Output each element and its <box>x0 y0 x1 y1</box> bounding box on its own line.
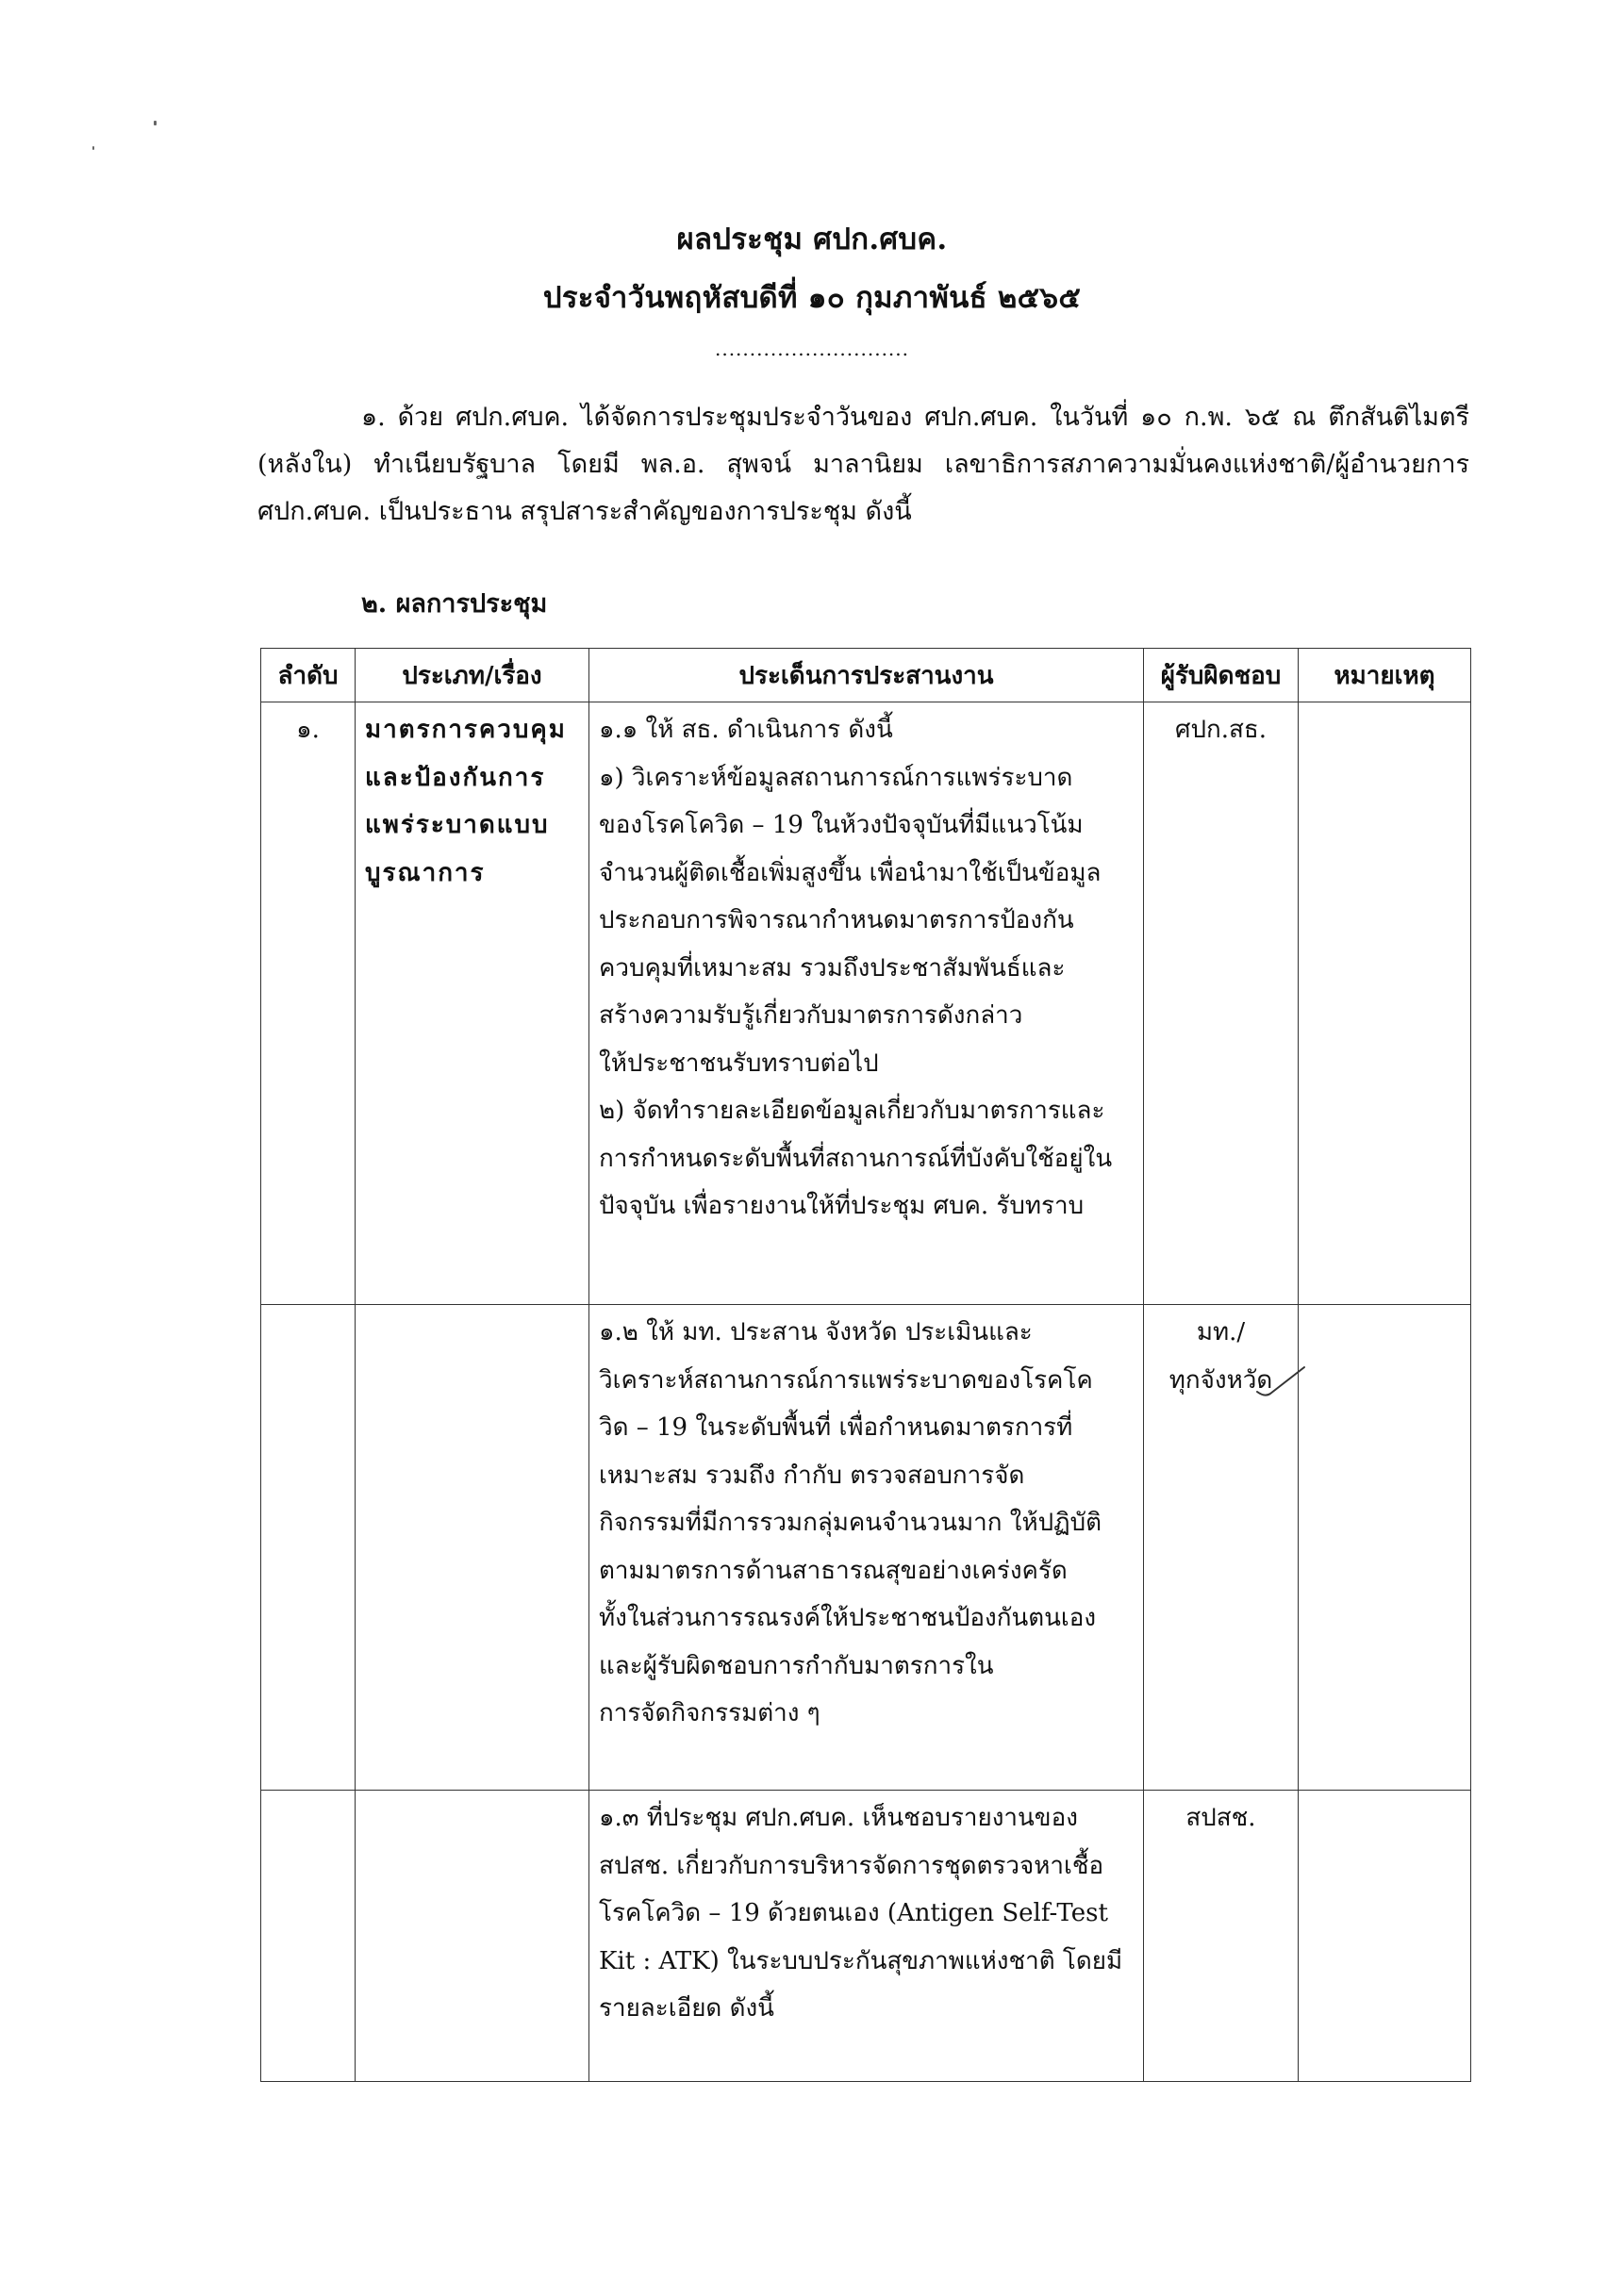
cell-remark <box>1299 1791 1471 2082</box>
col-header-remark: หมายเหตุ <box>1299 649 1471 702</box>
cell-order <box>261 1791 356 2082</box>
issue-line: ให้ประชาชนรับทราบต่อไป <box>599 1049 879 1078</box>
intro-paragraph <box>257 394 1469 536</box>
issue-line: สร้างความรับรู้เกี่ยวกับมาตรการดังกล่าว <box>599 1001 1023 1030</box>
issue-line: โรคโควิด – 19 ด้วยตนเอง (Antigen Self-Test <box>599 1899 1108 1927</box>
issue-line: จำนวนผู้ติดเชื้อเพิ่มสูงขึ้น เพื่อนำมาใช้เป็นข้อมูล <box>599 858 1102 887</box>
col-header-type: ประเภท/เรื่อง <box>356 649 589 702</box>
issue-line: รายละเอียด ดังนี้ <box>599 1994 774 2023</box>
cell-remark <box>1299 1305 1471 1791</box>
cell-issue <box>589 1791 1144 2082</box>
issue-line: วิเคราะห์สถานการณ์การแพร่ระบาดของโรคโค <box>599 1365 1093 1395</box>
section-heading: ๒. ผลการประชุม <box>361 589 548 619</box>
handwritten-check-icon <box>1255 1363 1306 1401</box>
issue-line: ประกอบการพิจารณากำหนดมาตรการป้องกัน <box>599 906 1074 934</box>
type-line: มาตรการควบคุม <box>365 716 567 744</box>
intro-text: ๑. ด้วย ศปก.ศบค. ได้จัดการประชุมประจำวันของ ศปก.ศบค. ในวันที่ ๑๐ ก.พ. ๖๕ ณ ตึกสันติไมตรี (หลังใน) ทำเนียบรัฐบาล โดยมี พล.อ. สุพจน์ มาลานิยม เลขาธิการสภาความมั่นคงแห่งชาติ/ผู้อำนวยการ ศปก.ศบค. เป็นประธาน สรุปสาระสำคัญของการประชุม ดังนี้ <box>257 403 1469 526</box>
cell-type <box>356 1305 589 1791</box>
issue-line: เหมาะสม รวมถึง กำกับ ตรวจสอบการจัด <box>599 1461 1025 1490</box>
issue-line: การจัดกิจกรรมต่าง ๆ <box>599 1699 820 1727</box>
issue-line: ทั้งในส่วนการรณรงค์ให้ประชาชนป้องกันตนเอง <box>599 1604 1097 1632</box>
col-header-responsible: ผู้รับผิดชอบ <box>1144 649 1299 702</box>
responsible-line: ทุกจังหวัด <box>1168 1365 1273 1395</box>
col-header-order: ลำดับ <box>261 649 356 702</box>
col-header-issue: ประเด็นการประสานงาน <box>589 649 1144 702</box>
meeting-results-table <box>260 648 1471 2082</box>
issue-line: ปัจจุบัน เพื่อรายงานให้ที่ประชุม ศบค. รับทราบ <box>599 1192 1085 1220</box>
cell-type <box>356 702 589 1305</box>
table-row <box>261 1791 1471 2082</box>
scan-speck <box>92 146 94 150</box>
document-title: ผลประชุม ศปก.ศบค. <box>676 223 948 256</box>
issue-line: วิด – 19 ในระดับพื้นที่ เพื่อกำหนดมาตรการที่ <box>599 1413 1073 1442</box>
issue-line: ของโรคโควิด – 19 ในห้วงปัจจุบันที่มีแนวโน้ม <box>599 811 1084 839</box>
issue-line: ๒) จัดทำรายละเอียดข้อมูลเกี่ยวกับมาตรการและ <box>599 1097 1105 1125</box>
cell-type <box>356 1791 589 2082</box>
type-line: และป้องกันการ <box>365 763 546 792</box>
issue-line: และผู้รับผิดชอบการกำกับมาตรการใน <box>599 1651 994 1680</box>
responsible-line: ศปก.สธ. <box>1174 716 1268 744</box>
issue-line: ๑.๑ ให้ สธ. ดำเนินการ ดังนี้ <box>599 716 893 744</box>
responsible-line: มท./ <box>1196 1318 1246 1346</box>
issue-line: ควบคุมที่เหมาะสม รวมถึงประชาสัมพันธ์และ <box>599 953 1066 983</box>
cell-order <box>261 1305 356 1791</box>
document-date: ประจำวันพฤหัสบดีที่ ๑๐ กุมภาพันธ์ ๒๕๖๕ <box>542 281 1082 315</box>
issue-line: กิจกรรมที่มีการรวมกลุ่มคนจำนวนมาก ให้ปฏิบัติ <box>599 1509 1102 1537</box>
responsible-line: สปสช. <box>1185 1804 1256 1832</box>
type-line: บูรณาการ <box>365 858 486 887</box>
cell-issue <box>589 702 1144 1305</box>
cell-responsible <box>1144 702 1299 1305</box>
issue-line: ๑) วิเคราะห์ข้อมูลสถานการณ์การแพร่ระบาด <box>599 763 1073 792</box>
table-row <box>261 1305 1471 1791</box>
cell-issue <box>589 1305 1144 1791</box>
cell-remark <box>1299 702 1471 1305</box>
issue-line: Kit : ATK) ในระบบประกันสุขภาพแห่งชาติ โดยมี <box>599 1946 1123 1975</box>
cell-responsible <box>1144 1791 1299 2082</box>
type-line: แพร่ระบาดแบบ <box>365 811 550 839</box>
issue-line: ๑.๓ ที่ประชุม ศปก.ศบค. เห็นชอบรายงานของ <box>599 1804 1078 1832</box>
scan-speck <box>154 121 157 125</box>
table-row <box>261 702 1471 1305</box>
table-header-row <box>261 649 1471 702</box>
separator-dots: ............................ <box>714 338 909 360</box>
issue-line: การกำหนดระดับพื้นที่สถานการณ์ที่บังคับใช้อยู่ใน <box>599 1144 1113 1173</box>
cell-order: ๑. <box>261 702 356 1305</box>
issue-line: ตามมาตรการด้านสาธารณสุขอย่างเคร่งครัด <box>599 1556 1068 1585</box>
issue-line: ๑.๒ ให้ มท. ประสาน จังหวัด ประเมินและ <box>599 1318 1033 1346</box>
cell-responsible <box>1144 1305 1299 1791</box>
issue-line: สปสช. เกี่ยวกับการบริหารจัดการชุดตรวจหาเชื้อ <box>599 1851 1104 1880</box>
